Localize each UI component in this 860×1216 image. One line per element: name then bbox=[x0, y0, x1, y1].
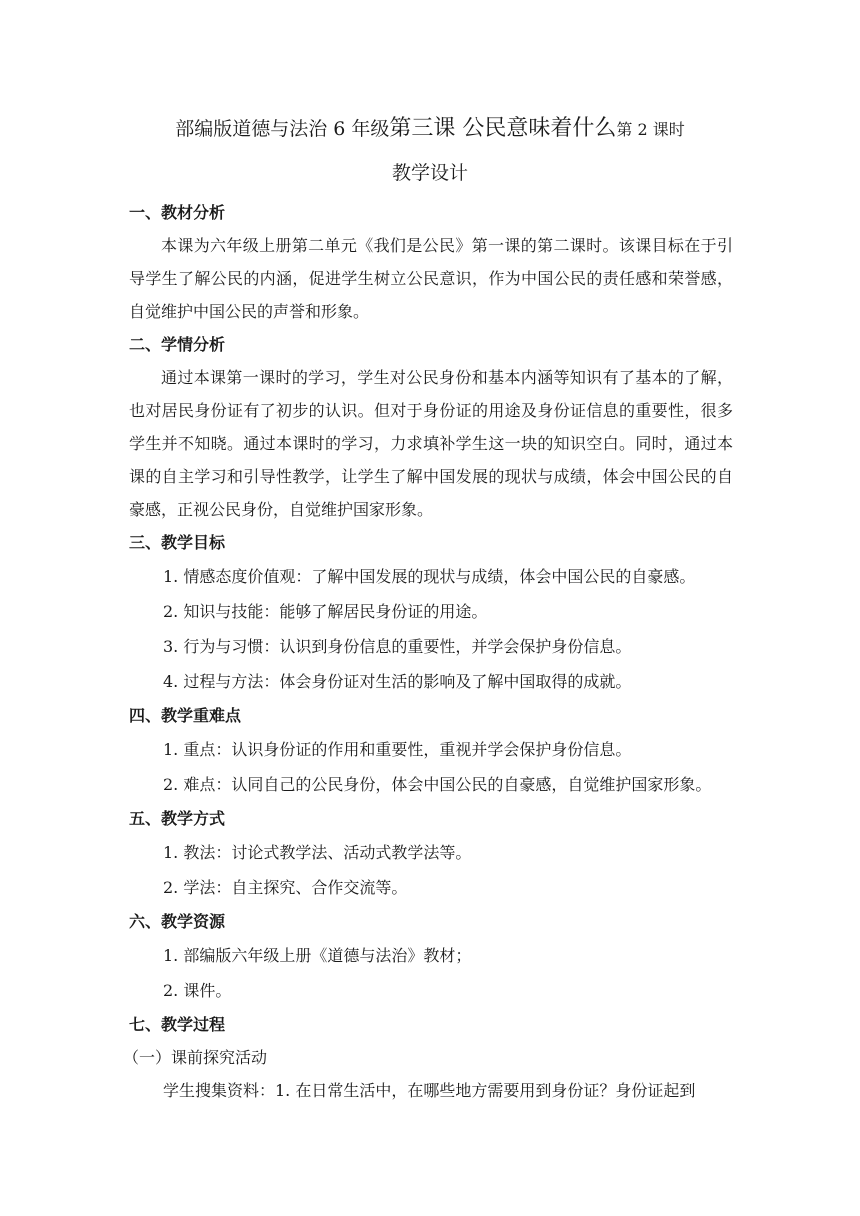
list-item: 1. 重点：认识身份证的作用和重要性，重视并学会保护身份信息。 bbox=[163, 740, 632, 759]
list-item: 2. 学法：自主探究、合作交流等。 bbox=[163, 878, 408, 897]
document-title bbox=[0, 113, 860, 146]
title-prefix: 部编版道德与法治 6 年级 bbox=[175, 118, 390, 140]
title-suffix: 第 2 课时 bbox=[616, 120, 685, 139]
list-item: 2. 课件。 bbox=[163, 981, 232, 1000]
section-teaching-objectives bbox=[129, 526, 733, 699]
list-item: 1. 教法：讨论式教学法、活动式教学法等。 bbox=[163, 843, 472, 862]
section-key-difficult-points bbox=[129, 699, 733, 802]
list-item: 2. 难点：认同自己的公民身份，体会中国公民的自豪感，自觉维护国家形象。 bbox=[163, 775, 712, 794]
list-item: 1. 情感态度价值观：了解中国发展的现状与成绩，体会中国公民的自豪感。 bbox=[163, 567, 696, 586]
section-heading: 一、教材分析 bbox=[129, 203, 226, 222]
section-teaching-methods bbox=[129, 802, 733, 905]
list-item: 3. 行为与习惯：认识到身份信息的重要性，并学会保护身份信息。 bbox=[163, 637, 632, 656]
title-lesson: 第三课 公民意味着什么 bbox=[389, 116, 617, 141]
section-teaching-process bbox=[123, 1008, 733, 1107]
section-heading: 六、教学资源 bbox=[129, 912, 226, 931]
section-heading: 七、教学过程 bbox=[129, 1015, 226, 1034]
section-heading: 二、学情分析 bbox=[129, 335, 226, 354]
list-item: 2. 知识与技能：能够了解居民身份证的用途。 bbox=[163, 602, 488, 621]
section-teaching-resources bbox=[129, 905, 733, 1008]
section-student-analysis bbox=[129, 328, 733, 526]
section-paragraph: 本课为六年级上册第二单元《我们是公民》第一课的第二课时。该课目标在于引导学生了解公民的内涵，促进学生树立公民意识，作为中国公民的责任感和荣誉感，自觉维护中国公民的声誉和形象。 bbox=[129, 236, 733, 321]
list-item: 4. 过程与方法：体会身份证对生活的影响及了解中国取得的成就。 bbox=[163, 672, 632, 691]
list-item: 1. 部编版六年级上册《道德与法治》教材； bbox=[163, 946, 472, 965]
section-heading: 三、教学目标 bbox=[129, 533, 226, 552]
document-body bbox=[123, 196, 733, 1107]
section-subheading: （一）课前探究活动 bbox=[123, 1048, 268, 1067]
section-paragraph: 学生搜集资料：1. 在日常生活中，在哪些地方需要用到身份证？身份证起到 bbox=[163, 1081, 696, 1100]
section-textbook-analysis bbox=[129, 196, 733, 328]
section-heading: 四、教学重难点 bbox=[129, 706, 242, 725]
document-subtitle: 教学设计 bbox=[391, 162, 468, 184]
section-paragraph: 通过本课第一课时的学习，学生对公民身份和基本内涵等知识有了基本的了解，也对居民身份证有了初步的认识。但对于身份证的用途及身份证信息的重要性，很多学生并不知晓。通过本课时的学习，力求填补学生这一块的知识空白。同时，通过本课的自主学习和引导性教学，让学生了解中国发展的现状与成绩，体会中国公民的自豪感，正视公民身份，自觉维护国家形象。 bbox=[129, 368, 733, 519]
section-heading: 五、教学方式 bbox=[129, 809, 226, 828]
